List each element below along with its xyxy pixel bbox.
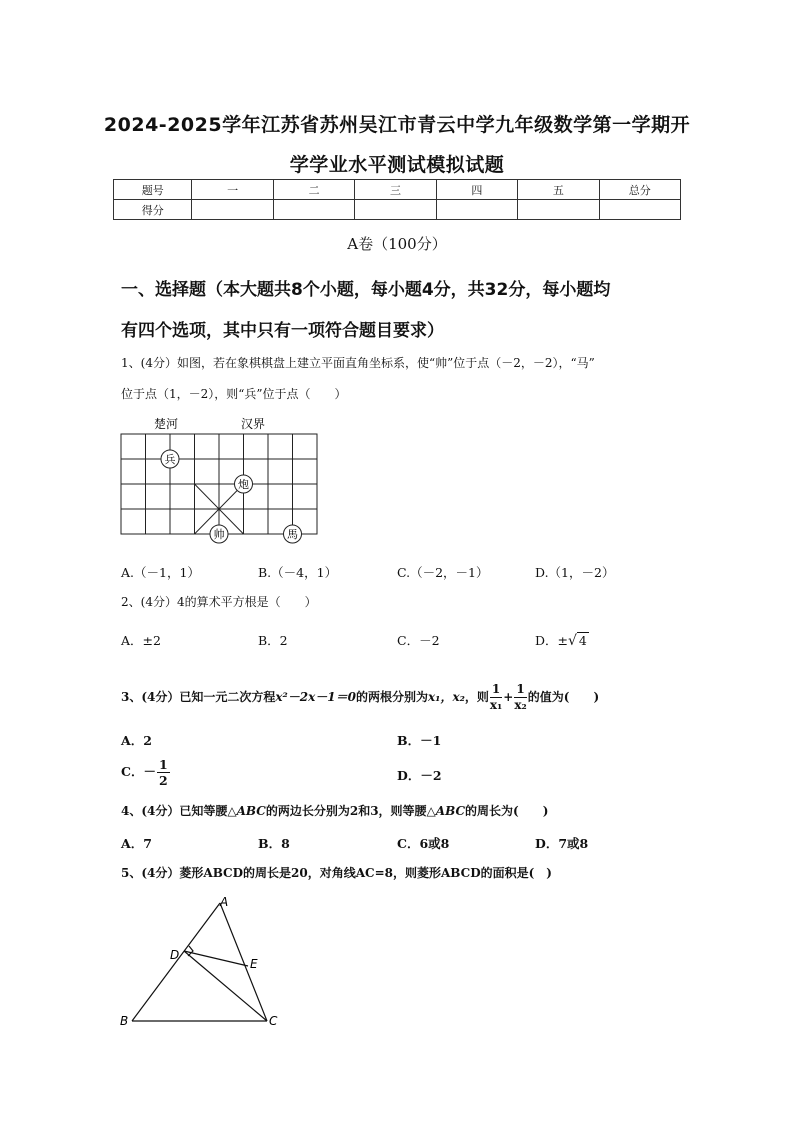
volume-title: A卷（100分） xyxy=(347,235,447,253)
q2-option-d-prefix: D．± xyxy=(535,633,568,648)
q4-stem-c: 的周长为( ) xyxy=(465,804,549,818)
vertex-label-b: B xyxy=(120,1014,129,1028)
triangle-figure xyxy=(112,893,292,1033)
piece-pao xyxy=(235,475,253,493)
q3-frac1-den: x₁ xyxy=(489,698,503,712)
score-entry-cell xyxy=(355,200,436,220)
piece-shuai xyxy=(210,525,228,543)
q2-option-d xyxy=(535,631,589,649)
q3-stem-c: ，则 xyxy=(464,690,489,704)
q3-option-c xyxy=(121,757,171,788)
q4-option-b: B．8 xyxy=(258,836,290,851)
vertex-label-d: D xyxy=(170,948,180,962)
q3-stem xyxy=(121,677,681,717)
section1-heading-line1: 一、选择题（本大题共8个小题，每小题4分，共32分，每小题均 xyxy=(121,280,611,300)
q3-stem-a: 3、(4分）已知一元二次方程 xyxy=(121,690,276,704)
score-table-header-row xyxy=(114,180,681,200)
score-entry-cell xyxy=(518,200,599,220)
q2-stem: 2、(4分）4的算术平方根是（ ） xyxy=(121,595,317,609)
score-entry-cell xyxy=(599,200,680,220)
piece-bing-label: 兵 xyxy=(164,453,176,466)
q2-option-a: A．±2 xyxy=(121,633,161,648)
score-header-cell: 一 xyxy=(192,180,273,200)
q3-equation: x²－2x－1＝0 xyxy=(275,690,357,704)
q1-option-d: D.（1，－2） xyxy=(535,565,615,580)
board-label-chu-he: 楚河 xyxy=(154,417,179,431)
q3-frac2-den: x₂ xyxy=(514,698,527,712)
score-table-score-row xyxy=(114,200,681,220)
q3-fraction-2 xyxy=(514,682,526,713)
q4-stem-a: 4、(4分）已知等腰△ xyxy=(121,804,237,818)
q4-stem-b: 的两边长分别为2和3，则等腰△ xyxy=(265,804,436,818)
q3-option-b: B．－1 xyxy=(397,733,442,748)
q3-option-c-num: 1 xyxy=(158,757,168,772)
piece-shuai-label: 帅 xyxy=(213,528,225,541)
q2-option-c: C．－2 xyxy=(397,633,440,648)
q4-stem xyxy=(121,797,681,825)
score-header-cell: 三 xyxy=(355,180,436,200)
sqrt-sign-icon: √ xyxy=(568,633,577,649)
piece-bing xyxy=(161,450,179,468)
q3-option-c-fraction xyxy=(157,757,170,788)
chess-board-figure xyxy=(110,412,330,547)
q4-option-a: A．7 xyxy=(121,836,152,851)
q1-option-a: A.（－1，1） xyxy=(121,565,200,580)
score-entry-cell xyxy=(192,200,273,220)
q3-option-d: D．－2 xyxy=(397,768,442,783)
board-label-han-jie: 汉界 xyxy=(241,417,266,431)
q3-frac2-num: 1 xyxy=(514,682,526,698)
score-table xyxy=(113,179,681,220)
piece-ma xyxy=(284,525,302,543)
q3-fraction-1 xyxy=(490,682,502,713)
q1-stem-line1: 1、(4分）如图，若在象棋棋盘上建立平面直角坐标系，使“帅”位于点（－2，－2），“马” xyxy=(121,356,595,370)
q2-option-d-radicand: 4 xyxy=(578,633,587,648)
piece-pao-label: 炮 xyxy=(238,478,249,491)
score-header-cell: 二 xyxy=(273,180,354,200)
q3-stem-d: 的值为( ) xyxy=(527,690,600,704)
q3-option-c-den: 2 xyxy=(158,773,168,788)
section1-heading-line2: 有四个选项，其中只有一项符合题目要求） xyxy=(121,321,444,341)
score-header-cell: 五 xyxy=(518,180,599,200)
board-grid xyxy=(121,434,317,534)
score-row-label: 得分 xyxy=(114,200,192,220)
q3-stem-b: 的两根分别为 xyxy=(356,690,429,704)
score-header-cell: 四 xyxy=(436,180,517,200)
q3-roots: x₁，x₂ xyxy=(428,690,465,704)
q1-stem-line2: 位于点（1，－2），则“兵”位于点（ ） xyxy=(121,387,347,401)
score-header-cell: 题号 xyxy=(114,180,192,200)
vertex-label-c: C xyxy=(269,1014,278,1028)
score-header-cell: 总分 xyxy=(599,180,680,200)
exam-title-line2: 学学业水平测试模拟试题 xyxy=(289,154,505,176)
q4-abc-1: ABC xyxy=(236,804,266,818)
q3-option-a: A．2 xyxy=(121,733,152,748)
q1-option-b: B.（－4，1） xyxy=(258,565,338,580)
q4-option-d: D．7或8 xyxy=(535,836,589,851)
score-entry-cell xyxy=(436,200,517,220)
q3-plus: + xyxy=(503,690,514,704)
piece-ma-label: 馬 xyxy=(287,528,298,541)
q3-frac1-num: 1 xyxy=(490,682,502,698)
triangle-lines xyxy=(132,903,267,1021)
q1-option-c: C.（－2，－1） xyxy=(397,565,489,580)
q4-abc-2: ABC xyxy=(435,804,466,818)
q3-option-c-prefix: C．－ xyxy=(121,764,156,779)
score-entry-cell xyxy=(273,200,354,220)
q2-option-b: B．2 xyxy=(258,633,288,648)
vertex-label-e: E xyxy=(250,957,258,971)
exam-title-line1: 2024-2025学年江苏省苏州吴江市青云中学九年级数学第一学期开 xyxy=(103,114,691,136)
vertex-label-a: A xyxy=(220,895,229,909)
q4-option-c: C．6或8 xyxy=(397,836,450,851)
q5-stem: 5、(4分）菱形ABCD的周长是20，对角线AC=8，则菱形ABCD的面积是( ) xyxy=(121,866,552,880)
